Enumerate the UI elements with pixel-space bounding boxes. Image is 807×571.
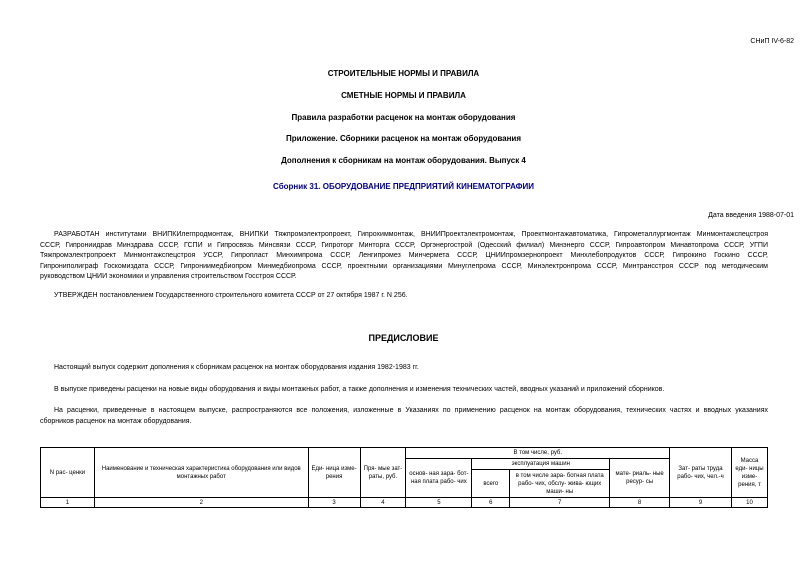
title-appendix: Приложение. Сборники расценок на монтаж оборудования [285,134,522,143]
collection-title: Сборник 31. ОБОРУДОВАНИЕ ПРЕДПРИЯТИЙ КИНЕМАТОГРАФИИ [273,182,534,191]
document-code: СНиП IV-6-82 [750,38,794,45]
developed-line: Гипрониполиграф Госкомиздата СССР, Гипрониимедбиопром Минмедбиопрома СССР, проектными организациями Минуглепрома СССР, Минэлектронпрома СССР, Минтрансстроя СССР под методическим [40,262,768,270]
header-machine-total: всего [472,470,510,498]
column-number-cell: 10 [731,498,767,508]
title-additions: Дополнения к сборникам на монтаж оборудования. Выпуск 4 [281,156,526,165]
header-unit: Еди- ница изме- рения [308,448,360,498]
developed-paragraph [40,230,768,283]
column-number-cell: 7 [510,498,610,508]
title-rules: Правила разработки расценок на монтаж оборудования [291,113,516,122]
header-direct-costs: Пря- мые зат- раты, руб. [360,448,406,498]
developed-line: Тяжпромэлектропроект Минмонтажспецстроя УССР, Гипропласт Минхимпрома СССР, Ленгипромез Минчермета СССР, ЦНИИпромзернопроект Минхлебопродуктов СССР, Гипрокино Госкино СССР, [40,252,768,260]
header-including: В том числе, руб. [406,448,670,459]
foreword-p3-line: сборников расценок на монтаж оборудования. [40,417,192,425]
foreword-paragraph-1: Настоящий выпуск содержит дополнения к сборникам расценок на монтаж оборудования издания 1982-1983 гг. [54,364,419,371]
column-number-cell: 1 [41,498,95,508]
introduction-date: Дата введения 1988-07-01 [708,212,794,219]
foreword-paragraph-3 [40,406,768,427]
column-number-cell: 9 [670,498,732,508]
developed-line: РАЗРАБОТАН институтами ВНИПКИлегпродмонтаж, ВНИПКИ Тяжпромэлектропроект, Гипрохиммонтаж, ВНИИПроектэлектромонтаж, Проектмонтажавтоматика, Гипрометаллургмонтаж Минмонтажспецстроя [54,231,768,238]
rates-table [40,447,768,508]
header-machine-operation: эксплуатация машин [472,459,610,470]
column-number-cell: 8 [610,498,670,508]
column-number-cell: 4 [360,498,406,508]
column-number-cell: 3 [308,498,360,508]
developed-line: руководством ЦНИИ экономики и управления строительством Госстроя СССР. [40,273,297,281]
title-building-norms: СТРОИТЕЛЬНЫЕ НОРМЫ И ПРАВИЛА [327,69,480,78]
title-estimate-norms: СМЕТНЫЕ НОРМЫ И ПРАВИЛА [341,91,466,100]
header-base-wage: основ- ная зара- бот- ная плата рабо- чих [406,459,472,498]
foreword-p3-line: На расценки, приведенные в настоящем выпуске, распространяются все положения, изложенные в Указаниях по применению расценок на монтаж оборудования, технических частях и вводных указаниях [54,407,768,414]
header-labor-costs: Зат- раты труда рабо- чих, чел.-ч [670,448,732,498]
header-material-resources: мате- риаль- ные ресур- сы [610,459,670,498]
foreword-paragraph-2: В выпуске приведены расценки на новые виды оборудования и виды монтажных работ, а также дополнения и изменения технических частей, вводных указаний и приложений сборников. [54,386,665,393]
column-number-cell: 5 [406,498,472,508]
header-rate-number: N рас- ценки [41,448,95,498]
column-number-cell: 2 [94,498,308,508]
header-unit-mass: Масса еди- ницы изме- рения, т [731,448,767,498]
approved-text: УТВЕРЖДЕН постановлением Государственного строительного комитета СССР от 27 октября 1987 г. N 256. [54,292,408,299]
foreword-title: ПРЕДИСЛОВИЕ [368,333,439,343]
header-name: Наименование и техническая характеристика оборудования или видов монтажных работ [94,448,308,498]
developed-line: СССР, Гипрониидрав Минздрава СССР, ГСПИ и Гипросвязь Минсвязи СССР, Гипроторг Минторга СССР, Оргэнергострой (Одесский филиал) Минэнерго СССР, Гипроавтопром Минавтопрома СССР, УГПИ [40,241,768,249]
column-number-cell: 6 [472,498,510,508]
header-machine-wage: в том числе зара- ботная плата рабо- чих, обслу- жива- ющих маши- ны [510,470,610,498]
